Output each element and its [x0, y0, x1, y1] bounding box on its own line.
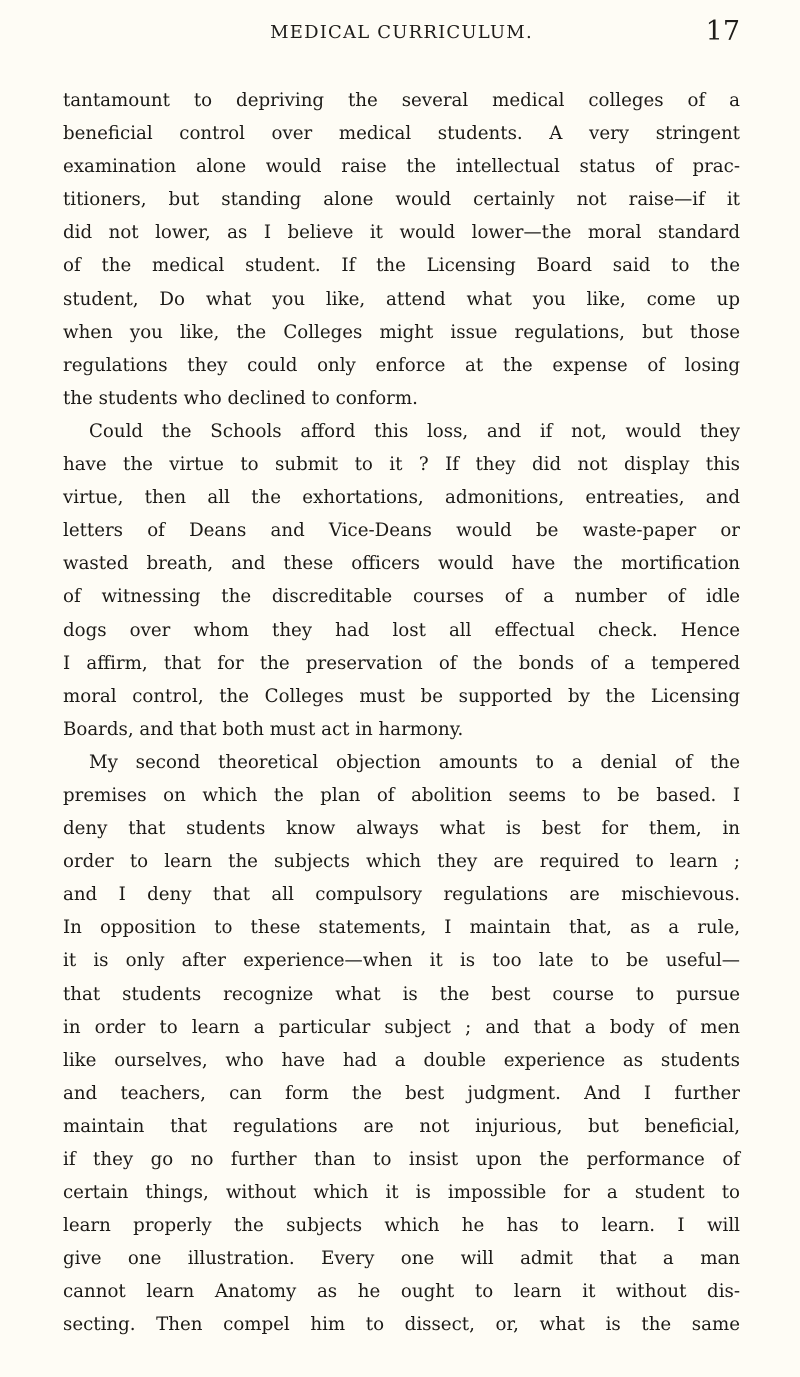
- text-line: cannot learn Anatomy as he ought to learn it without dis-: [63, 1281, 740, 1303]
- text-line: virtue, then all the exhortations, admonitions, entreaties, and: [63, 487, 740, 509]
- text-line: it is only after experience—when it is too late to be useful—: [63, 950, 740, 972]
- text-line: tantamount to depriving the several medical colleges of a: [63, 90, 740, 111]
- text-line: when you like, the Colleges might issue regulations, but those: [63, 321, 740, 343]
- text-line: examination alone would raise the intellectual status of prac-: [63, 156, 740, 178]
- text-line: deny that students know always what is best for them, in: [63, 818, 740, 840]
- text-line: give one illustration. Every one will admit that a man: [63, 1248, 740, 1270]
- text-line: letters of Deans and Vice-Deans would be waste-paper or: [63, 520, 740, 542]
- text-line: that students recognize what is the best course to pursue: [63, 983, 740, 1005]
- text-line: moral control, the Colleges must be supported by the Licensing: [63, 685, 740, 707]
- text-line: dogs over whom they had lost all effectual check. Hence: [63, 619, 740, 641]
- text-line: like ourselves, who have had a double experience as students: [63, 1049, 740, 1071]
- text-line: Boards, and that both must act in harmony.: [63, 718, 464, 740]
- text-line: Could the Schools afford this loss, and if not, would they: [89, 420, 740, 442]
- text-line: secting. Then compel him to dissect, or, what is the same: [63, 1314, 740, 1336]
- page-number: 17: [705, 16, 740, 47]
- text-line: of witnessing the discreditable courses of a number of idle: [63, 586, 740, 608]
- text-line: learn properly the subjects which he has to learn. I will: [63, 1215, 740, 1237]
- text-line: in order to learn a particular subject ; and that a body of men: [63, 1016, 740, 1038]
- text-line: titioners, but standing alone would certainly not raise—if it: [63, 189, 740, 211]
- text-line: certain things, without which it is impossible for a student to: [63, 1182, 740, 1204]
- text-line: and I deny that all compulsory regulations are mischievous.: [63, 884, 740, 906]
- text-line: maintain that regulations are not injurious, but beneficial,: [63, 1115, 740, 1137]
- text-line: wasted breath, and these officers would have the mortification: [63, 553, 740, 575]
- running-head: [63, 16, 740, 56]
- text-line: the students who declined to conform.: [63, 387, 418, 409]
- text-line: beneficial control over medical students. A very stringent: [63, 123, 740, 145]
- body-text: [63, 84, 740, 1342]
- text-line: and teachers, can form the best judgment. And I further: [63, 1082, 740, 1104]
- text-line: order to learn the subjects which they are required to learn ;: [63, 851, 740, 873]
- text-line: My second theoretical objection amounts to a denial of the: [89, 751, 740, 773]
- text-line: of the medical student. If the Licensing Board said to the: [63, 255, 740, 277]
- text-line: regulations they could only enforce at the expense of losing: [63, 354, 740, 376]
- text-line: if they go no further than to insist upon the performance of: [63, 1149, 740, 1170]
- text-line: student, Do what you like, attend what you like, come up: [63, 288, 740, 310]
- running-title: MEDICAL CURRICULUM.: [270, 22, 533, 43]
- text-line: In opposition to these statements, I maintain that, as a rule,: [63, 917, 740, 939]
- text-line: premises on which the plan of abolition seems to be based. I: [63, 784, 740, 806]
- text-line: did not lower, as I believe it would lower—the moral standard: [63, 222, 740, 244]
- text-line: have the virtue to submit to it ? If they did not display this: [63, 454, 740, 476]
- text-line: I affirm, that for the preservation of the bonds of a tempered: [63, 652, 740, 674]
